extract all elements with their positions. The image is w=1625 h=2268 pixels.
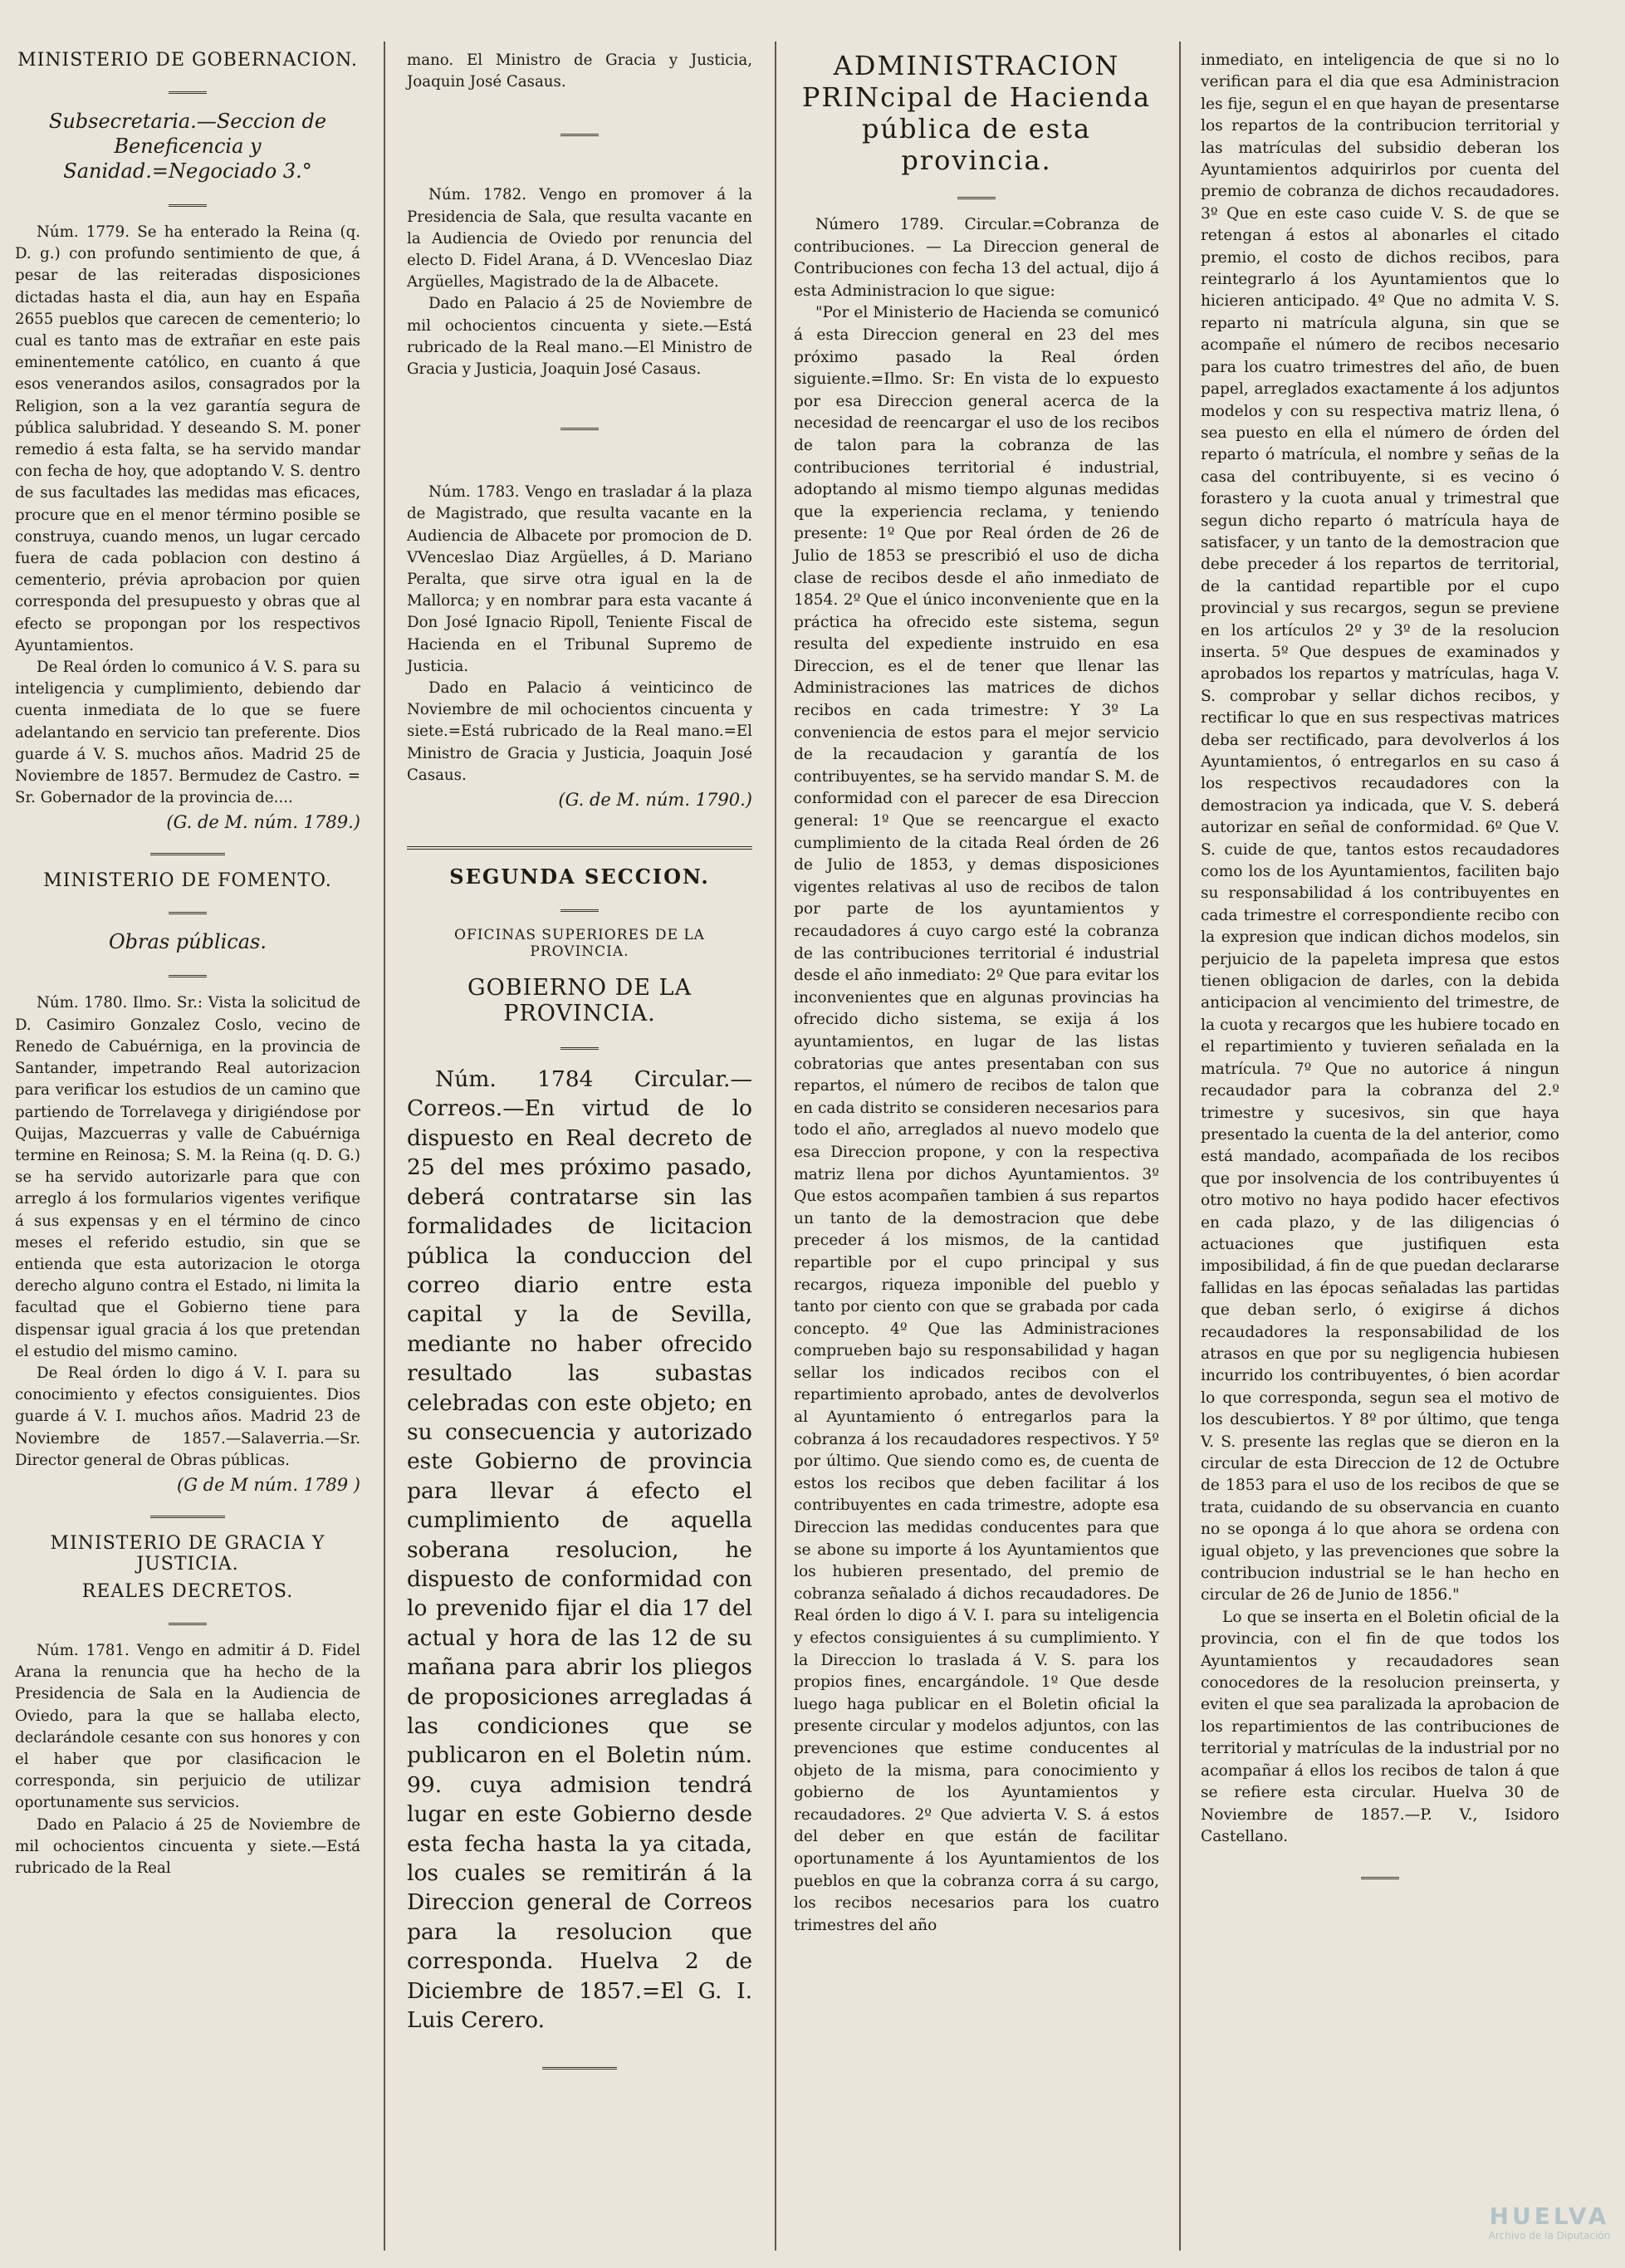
ornament-divider: [407, 126, 752, 138]
segunda-seccion-heading: SEGUNDA SECCION.: [449, 865, 710, 889]
section-separator: [407, 846, 752, 850]
decree-1780: Núm. 1780. Ilmo. Sr.: Vista la solicitud de D. Casimiro Gonzalez Coslo, vecino de Renedo de Cabuérniga, en la provincia de Santander, impetrando Real autorizacion para verificar los estudios de un camino que partiendo de Torrelavega y dirigiéndose por Quijas, Mazcuerras y valle de Cabuérniga termine en Reinosa; S. M. la Reina (q. D. G.) se ha servido autorizarle para que con arreglo á los formularios vigentes verifique á sus expensas y en el término de cinco meses el referido estudio, sin que se entienda que esta autorizacion le otorga derecho alguno contra el Estado, ni limita la facultad que el Gobierno tiene para dispensar igual gracia á los que pretendan el estudio del mismo camino.: [15, 994, 360, 1360]
decree-1781-closing: Dado en Palacio á 25 de Noviembre de mil ochocientos cincuenta y siete.—Está rubricado de la Real: [15, 1815, 360, 1877]
reales-decretos-heading: REALES DECRETOS.: [81, 1580, 294, 1602]
ornament-divider: [407, 1040, 752, 1051]
gazette-reference: (G. de M. núm. 1789.): [166, 812, 360, 833]
decree-1782: Núm. 1782. Vengo en promover á la Presidencia de Sala, que resulta vacante en la Audiencia de Oviedo por renuncia del electo D. Fidel Arana, á D. VVenceslao Diaz Argüelles, Magistrado de la de Albacete.: [407, 186, 752, 291]
ornament-divider: [15, 197, 360, 208]
column-2: [400, 50, 759, 2251]
subsecretaria-heading: Subsecretaria.—Seccion de Beneficencia y Sanidad.=Negociado 3.°: [48, 110, 327, 183]
gazette-reference: (G de M núm. 1789 ): [177, 1474, 360, 1495]
gobierno-heading: GOBIERNO DE LA PROVINCIA.: [467, 975, 692, 1027]
decree-1781: Núm. 1781. Vengo en admitir á D. Fidel Arana la renuncia que ha hecho de la Presidencia de Sala en la Audiencia de Oviedo, para la que se hallaba electo, declarándole cesante con sus honores y con el haber que por clasificacion le corresponda, sin perjuicio de utilizar oportunamente sus servicios.: [15, 1641, 360, 1812]
circular-1789-continued: inmediato, en inteligencia de que si no lo verifican para el dia que esa Administracion les fije, segun el en que hayan de presentarse los repartos de la contribucion territorial y las matrículas del subsidio deberan los Ayuntamientos adquirirlos por cuenta del premio de cobranza de dichos recaudadores. 3º Que en este caso cuide V. S. de que se retengan á estos al abonarles el citado premio, el costo de dichos recibos, para reintegrarlo á los Ayuntamientos que lo hicieren anticipado. 4º Que no admita V. S. reparto ni matrícula alguna, sin que se acompañe el número de recibos necesario para los cuatro trimestres del año, de buen papel, arreglados exactamente á los adjuntos modelos y con su respectiva matriz llena, ó sea puesto en ella el número de órden del reparto ó matrícula, el nombre y señas de la casa del contribuyente, si es vecino ó forastero y la cuota anual y trimestral que segun dicho reparto ó matrícula haya de satisfacer, y un tanto de la demostracion que debe preceder á los repartos de territorial, de la cantidad repartible por el cupo provincial y sus recargos, segun se previene en los artículos 2º y 3º de la resolucion inserta. 5º Que despues de examinados y aprobados los repartos y matrículas, haga V. S. comprobar y sellar dichos recibos, y rectificar lo que en sus respectivas matrices deba ser rectificado, para devolverlos á los Ayuntamientos, ó entregarlos en su caso á los respectivos recaudadores con la demostracion ya indicada, que V. S. deberá autorizar en señal de conformidad. 6º Que V. S. cuide de que, tantos estos recaudadores como los de los Ayuntamientos, faciliten bajo su responsabilidad á los contribuyentes en cada trimestre el correspondiente recibo con la expresion que indican dichos modelos, sin perjuicio de la papeleta impresa que estos tienen obligacion de darles, con la debida anticipacion al vencimiento del trimestre, de la cuota y recargos que les hubiere tocado en el repartimiento y tuvieren señalada en la matrícula. 7º Que no autorice á ningun recaudador para la cobranza del 2.º trimestre y sucesivos, sin que haya presentado la cuenta de la del anterior, como está mandado, acompañada de los recibos que por insolvencia de los contribuyentes ú otro motivo no haya podido hacer efectivos en cada plazo, y de las diligencias ó actuaciones que justifiquen esta imposibilidad, á fin de que puedan declararse fallidas en las épocas señaladas las partidas que deban serlo, ó exigirse á dichos recaudadores la responsabilidad de los atrasos en que por su negligencia hubiesen incurrido los contribuyentes, ó bien acordar lo que corresponda, segun sea el motivo de los descubiertos. Y 8º por último, que tenga V. S. presente las reglas que se dieron en la circular de esta Direccion de 12 de Octubre de 1853 para el uso de los recibos de que se trata, cuidando de su observancia en cuanto no se oponga á lo que ahora se ordena con igual objeto, y las prevenciones que sobre la contribucion industrial se le han hecho en circular de 26 de Junio de 1856.": [1201, 51, 1559, 1604]
ornament-divider: [794, 189, 1159, 201]
ornament-divider: [407, 902, 752, 914]
decree-1783-closing: Dado en Palacio á veinticinco de Noviembre de mil ochocientos cincuenta y siete.=Está rubricado de la Real mano.=El Ministro de Gracia y Justicia, Joaquin José Casaus.: [407, 679, 752, 784]
ornament-divider: [15, 904, 360, 916]
ministry-fomento-heading: MINISTERIO DE FOMENTO.: [43, 870, 332, 892]
obras-publicas-heading: Obras públicas.: [109, 930, 267, 954]
decree-1779-closing: De Real órden lo comunico á V. S. para su inteligencia y cumplimiento, debiendo dar cuenta inmediata de lo que se fuere adelantando en servicio tan preferente. Dios guarde á V. S. muchos años. Madrid 25 de Noviembre de 1857. Bermudez de Castro. = Sr. Gobernador de la provincia de....: [15, 659, 360, 807]
administracion-heading: ADMINISTRACION PRINcipal de Hacienda pública de esta provincia.: [801, 50, 1152, 176]
ministry-gracia-heading: MINISTERIO DE GRACIA Y JUSTICIA.: [50, 1532, 325, 1575]
oficinas-heading: OFICINAS SUPERIORES DE LA PROVINCIA.: [454, 927, 705, 961]
ornament-divider: [407, 420, 752, 432]
circular-1789: Número 1789. Circular.=Cobranza de contribuciones. — La Direccion general de Contribuciones con fecha 13 del actual, dijo á esta Administracion lo que sigue:: [794, 216, 1159, 300]
circular-1784: Núm. 1784 Circular.—Correos.—En virtud de lo dispuesto en Real decreto de 25 del mes próximo pasado, deberá contratarse sin las formalidades de licitacion pública la conduccion del correo diario entre esta capital y la de Sevilla, mediante no haber ofrecido resultado las subastas celebradas con este objeto; en su consecuencia y autorizado este Gobierno de provincia para llevar á efecto el cumplimiento de aquella soberana resolucion, he dispuesto de conformidad con lo prevenido fijar el dia 17 del actual y hora de las 12 de su mañana para abrir los pliegos de proposiciones arregladas á las condiciones que se publicaron en el Boletin núm. 99. cuya admision tendrá lugar en este Gobierno desde esta fecha hasta la ya citada, los cuales se remitirán á la Direccion general de Correos para la resolucion que corresponda. Huelva 2 de Diciembre de 1857.=El G. I. Luis Cerero.: [407, 1066, 752, 2034]
circular-1789-real-orden: "Por el Ministerio de Hacienda se comunicó á esta Direccion general en 23 del mes próximo pasado la Real órden siguiente.=Ilmo. Sr: En vista de lo expuesto por esa Direccion general acerca de la necesidad de reencargar el uso de los recibos de talon para la cobranza de las contribuciones territorial é industrial, adoptando al mismo tiempo algunas medidas que la experiencia reclama, y teniendo presente: 1º Que por Real órden de 26 de Julio de 1853 se prescribió el uso de dicha clase de recibos desde el año inmediato de 1854. 2º Que el único inconveniente que en la práctica ha ofrecido este sistema, segun resulta del expediente instruido en esa Direccion, es el de tener que llenar las Administraciones las matrices de dichos recibos en cada trimestre: Y 3º La conveniencia de estos para el mejor servicio de la recaudacion y garantía de los contribuyentes, se ha servido mandar S. M. de conformidad con el parecer de esa Direccion general: 1º Que se reencargue el exacto cumplimiento de la citada Real órden de 26 de Julio de 1853, y demas disposiciones vigentes relativas al uso de recibos de talon por parte de los ayuntamientos y recaudadores á cuyo cargo esté la cobranza de las contribuciones territorial é industrial desde el año inmediato: 2º Que para evitar los inconvenientes que en algunas provincias ha ofrecido dicho sistema, se exija á los ayuntamientos, en lugar de las listas cobratorias que antes presentaban con sus repartos, el número de recibos de talon que en cada distrito se consideren necesarios para todo el año, arreglados al nuevo modelo que esa Direccion propone, y con la respectiva matriz llena por dichos Ayuntamientos. 3º Que estos acompañen tambien á sus repartos un tanto de la demostracion que debe preceder á los mismos, de la cantidad repartible por el cupo principal y sus recargos, riqueza imponible del pueblo y tanto por ciento con que se grabada por cada concepto. 4º Que las Administraciones comprueben bajo su responsabilidad y hagan sellar los indicados recibos con el repartimiento aprobado, antes de devolverlos al Ayuntamiento ó entregarlos para la cobranza á los recaudadores respectivos. Y 5º por último. Que siendo como es, de cuenta de estos los recibos que deben facilitar á los contribuyentes en cada trimestre, adopte esa Direccion las medidas conducentes para que se abone su importe á los Ayuntamientos que los hubieren presentado, del premio de cobranza señalado á dichos recaudadores. De Real órden lo digo á V. I. para su inteligencia y efectos consiguientes á su cumplimiento. Y la Direccion lo traslada á V. S. para los propios fines, encargándole. 1º Que desde luego haga publicar en el Boletin oficial la presente circular y modelos adjuntos, con las prevenciones que estime conducentes al objeto de la misma, para conocimiento y gobierno de los Ayuntamientos y recaudadores. 2º Que advierta V. S. á estos del deber en que están de facilitar oportunamente á los Ayuntamientos de los pueblos en que la cobranza corra á su cargo, los recibos necesarios para los cuatro trimestres del año: [794, 304, 1159, 1934]
circular-1789-insertion: Lo que se inserta en el Boletin oficial de la provincia, con el fin de que todos los Ayuntamientos y recaudadores sean conocedores de la resolucion preinserta, y eviten el que sea paralizada la aprobacion de los repartimientos de las contribuciones de territorial y matrículas de la industrial por no acompañar á ellos los recibos de talon á que se refiere esta circular. Huelva 30 de Noviembre de 1857.—P. V., Isidoro Castellano.: [1201, 1608, 1559, 1845]
ornament-divider: [407, 2060, 752, 2071]
ornament-divider: [15, 967, 360, 979]
ornament-divider: [15, 1615, 360, 1627]
ornament-divider: [15, 845, 360, 857]
decree-1781-signature: mano. El Ministro de Gracia y Justicia, Joaquin José Casaus.: [407, 51, 752, 91]
gazette-reference: (G. de M. núm. 1790.): [558, 790, 752, 811]
decree-1780-closing: De Real órden lo digo á V. I. para su conocimiento y efectos consiguientes. Dios guarde á V. I. muchos años. Madrid 23 de Noviembre de 1857.—Salaverria.—Sr. Director general de Obras públicas.: [15, 1364, 360, 1469]
ministry-gobernacion-heading: MINISTERIO DE GOBERNACION.: [17, 50, 358, 71]
column-rule: [775, 42, 776, 2251]
watermark-word: HUELVA: [1489, 2202, 1610, 2230]
watermark-caption: Archivo de la Diputación: [1488, 2230, 1611, 2241]
ornament-divider: [15, 84, 360, 96]
column-rule: [1179, 42, 1181, 2251]
ornament-divider: [15, 1508, 360, 1520]
ornament-divider: [1201, 1869, 1559, 1881]
decree-1779: Núm. 1779. Se ha enterado la Reina (q. D. g.) con profundo sentimiento de que, á pesar de las reiteradas disposiciones dictadas hasta el dia, aun hay en España 2655 pueblos que carecen de cementerio; lo cual es tanto mas de extrañar en este pais eminentemente católico, en cuanto á que esos venerandos asilos, consagrados por la Religion, son a la vez garantía segura de pública salubridad. Y deseando S. M. poner remedio á esta falta, se ha servido mandar con fecha de hoy, que adoptando V. S. dentro de sus facultades las medidas mas eficaces, procure que en el menor término posible se construya, cuando menos, un lugar cercado fuera de cada poblacion con destino á cementerio, prévia aprobacion por quien corresponda del presupuesto y obras que al efecto se propongan por los respectivos Ayuntamientos.: [15, 223, 360, 654]
column-3: [787, 50, 1166, 2251]
column-1: [8, 50, 367, 2251]
column-rule: [384, 42, 385, 2251]
decree-1782-closing: Dado en Palacio á 25 de Noviembre de mil ochocientos cincuenta y siete.—Está rubricado de la Real mano.—El Ministro de Gracia y Justicia, Joaquin José Casaus.: [407, 295, 752, 379]
decree-1783: Núm. 1783. Vengo en trasladar á la plaza de Magistrado, que resulta vacante en la Audiencia de Albacete por promocion de D. VVenceslao Diaz Argüelles, á D. Mariano Peralta, que sirve otra igual en la de Mallorca; y en nombrar para esta vacante á Don José Ignacio Ripoll, Teniente Fiscal de Hacienda en el Tribunal Supremo de Justicia.: [407, 483, 752, 675]
archive-watermark: [1483, 2202, 1616, 2252]
column-4: [1194, 50, 1566, 2251]
